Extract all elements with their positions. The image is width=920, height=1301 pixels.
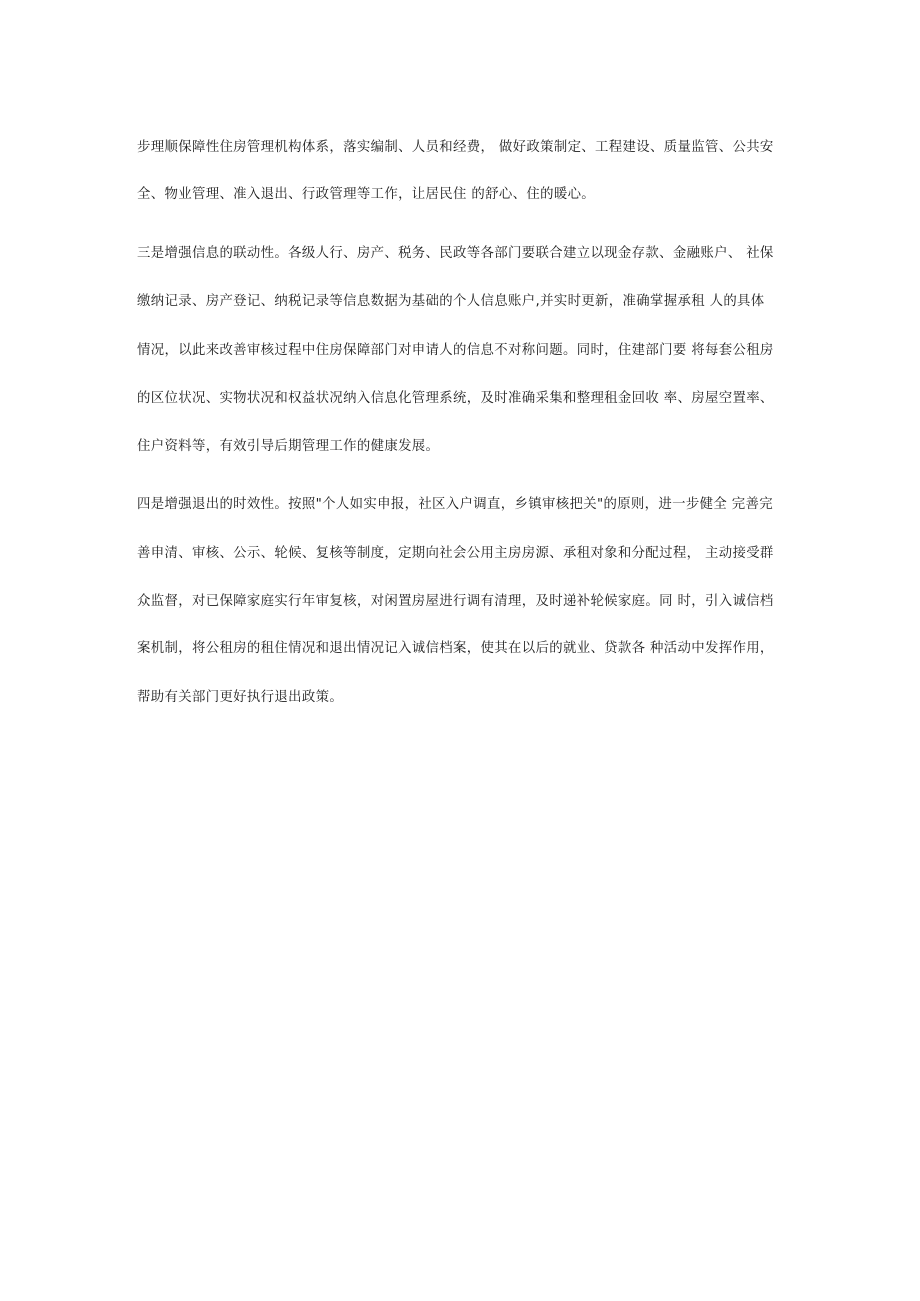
paragraph-3-line-5: 帮助有关部门更好执行退出政策。 (137, 690, 344, 705)
paragraph-1-line-1: 步理顺保障性住房管理机构体系，落实编制、人员和经费， 做好政策制定、工程建设、质量监管、公共安 (137, 140, 774, 155)
paragraph-3-line-2: 善申清、审核、公示、轮候、复核等制度，定期向社会公用主房房源、承租对象和分配过程， 主动接受群 (137, 546, 774, 561)
paragraph-3-line-1: 四是增强退出的时效性。按照"个人如实申报，社区入户调直，乡镇审核把关"的原则，进一步健全 完善完 (137, 497, 773, 512)
paragraph-2-line-4: 的区位状况、实物状况和权益状况纳入信息化管理系统，及时准确采集和整理租金回收 率、房屋空置率、 (137, 391, 774, 406)
paragraph-3-line-3: 众监督，对已保障家庭实行年审复核，对闲置房屋进行调有清理，及时递补轮候家庭。同 时，引入诚信档 (137, 594, 774, 609)
paragraph-1-line-2: 全、物业管理、准入退出、行政管理等工作，让居民住 的舒心、住的暖心。 (137, 187, 596, 202)
paragraph-2-line-3: 情况，以此来改善审核过程中住房保障部门对申请人的信息不对称问题。同时，住建部门要 将每套公租房 (137, 343, 774, 358)
paragraph-2-line-5: 住户资料等，有效引导后期管理工作的健康发展。 (137, 439, 440, 454)
paragraph-3-line-4: 案机制，将公租房的租住情况和退出情况记入诚信档案，使其在以后的就业、贷款各 种活动中发挥作用， (137, 641, 774, 656)
paragraph-2-line-2: 缴纳记录、房产登记、纳税记录等信息数据为基础的个人信息账户,并实时更新，准确掌握承租 人的具体 (137, 294, 765, 309)
paragraph-2-line-1: 三是增强信息的联动性。各级人行、房产、税务、民政等各部门要联合建立以现金存款、金融账户、 社保 (137, 246, 774, 261)
